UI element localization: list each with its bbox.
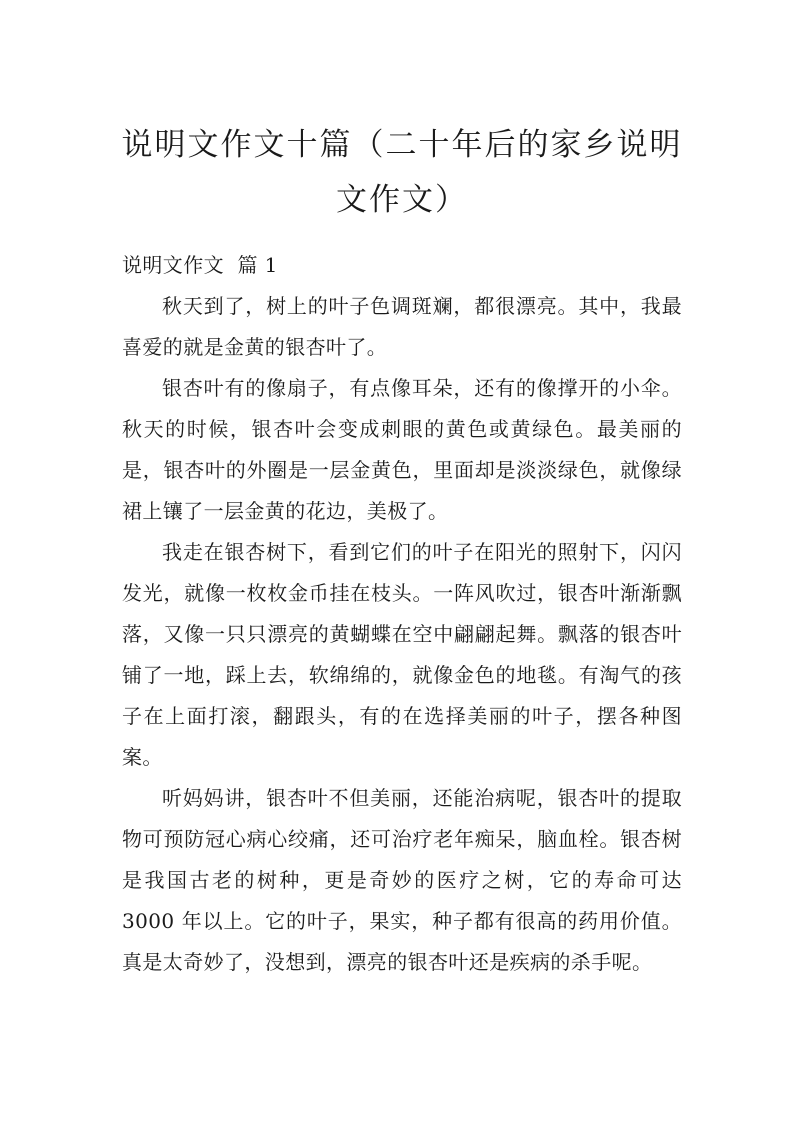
document-body [122,245,682,983]
section-heading: 说明文作文 篇 1 [122,253,278,277]
paragraph-2: 银杏叶有的像扇子，有点像耳朵，还有的像撑开的小伞。秋天的时候，银杏叶会变成刺眼的黄色或黄绿色。最美丽的是，银杏叶的外圈是一层金黄色，里面却是淡淡绿色，就像绿裙上镶了一层金黄的花边，美极了。 [122,376,682,523]
paragraph-1: 秋天到了，树上的叶子色调斑斓，都很漂亮。其中，我最喜爱的就是金黄的银杏叶了。 [122,294,682,359]
paragraph-3: 我走在银杏树下，看到它们的叶子在阳光的照射下，闪闪发光，就像一枚枚金币挂在枝头。一阵风吹过，银杏叶渐渐飘落，又像一只只漂亮的黄蝴蝶在空中翩翩起舞。飘落的银杏叶铺了一地，踩上去，软绵绵的，就像金色的地毯。有淘气的孩子在上面打滚，翻跟头，有的在选择美丽的叶子，摆各种图案。 [122,540,682,769]
paragraph-4: 听妈妈讲，银杏叶不但美丽，还能治病呢，银杏叶的提取物可预防冠心病心绞痛，还可治疗老年痴呆，脑血栓。银杏树是我国古老的树种，更是奇妙的医疗之树，它的寿命可达 3000 年以上。它的叶子，果实，种子都有很高的药用价值。真是太奇妙了，没想到，漂亮的银杏叶还是疾病的杀手呢。 [122,786,682,974]
document-title: 说明文作文十篇（二十年后的家乡说明文作文） [121,127,683,218]
